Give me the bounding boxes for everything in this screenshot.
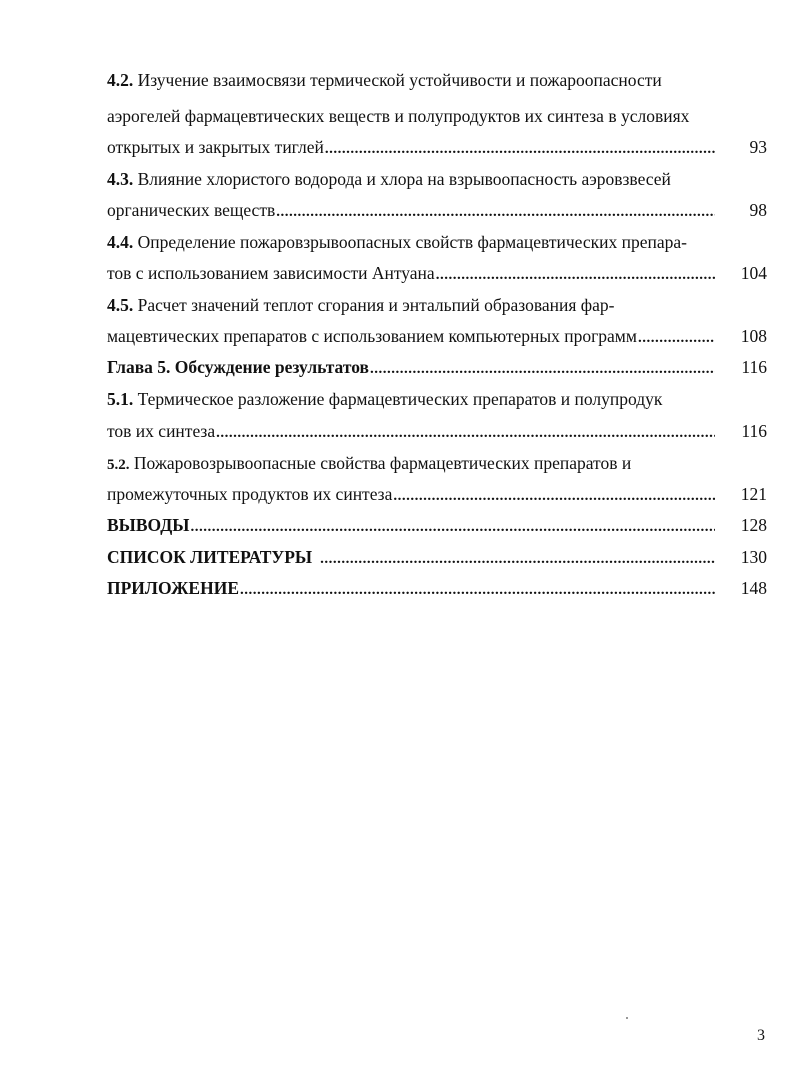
- toc-entry-text: мацевтических препаратов с использованием компьютерных программ: [107, 326, 637, 346]
- toc-section-title: ПРИЛОЖЕНИЕ: [107, 578, 240, 598]
- toc-entry-text: Термическое разложение фармацевтических препаратов и полупродук: [137, 389, 663, 409]
- toc-conclusions: [107, 511, 767, 539]
- toc-entry-number: 4.2.: [107, 70, 134, 90]
- toc-entry-text: тов их синтеза: [107, 421, 216, 441]
- toc-page-number: 128: [740, 515, 767, 535]
- toc-page-number: 148: [740, 578, 767, 598]
- toc-chapter-5: [107, 353, 767, 381]
- toc-page-number: 104: [740, 263, 767, 283]
- toc-entry-number: 4.4.: [107, 232, 134, 252]
- dot-leader: [276, 198, 715, 226]
- toc-entry-4-4-line1: [107, 228, 767, 256]
- toc-page-number: 116: [741, 421, 767, 441]
- dot-leader: [240, 576, 715, 604]
- toc-page-number: 98: [749, 200, 767, 220]
- toc-entry-5-1-line1: [107, 385, 767, 413]
- toc-entry-number: 5.2.: [107, 457, 130, 473]
- toc-entry-number: 4.5.: [107, 295, 134, 315]
- dot-leader: [320, 545, 715, 573]
- toc-entry-4-5-line2: [107, 322, 767, 350]
- toc-entry-number: 4.3.: [107, 169, 134, 189]
- dot-leader: [216, 419, 715, 447]
- toc-references: [107, 543, 767, 571]
- toc-entry-text: Расчет значений теплот сгорания и энтальпий образования фар-: [137, 295, 615, 315]
- toc-page-number: 108: [740, 326, 767, 346]
- dot-leader: [393, 482, 715, 510]
- toc-entry-4-2-line3: [107, 133, 767, 161]
- toc-entry-5-2-line1: [107, 449, 767, 477]
- dot-leader: [370, 355, 715, 383]
- toc-chapter-title: Глава 5. Обсуждение результатов: [107, 357, 369, 377]
- dot-leader: [191, 513, 716, 541]
- toc-entry-text: открытых и закрытых тиглей: [107, 137, 324, 157]
- toc-entry-text: Определение пожаровзрывоопасных свойств фармацевтических препара-: [137, 232, 687, 252]
- toc-appendix: [107, 574, 767, 602]
- page-number: 3: [757, 1027, 765, 1044]
- toc-entry-4-4-line2: [107, 259, 767, 287]
- toc-entry-text: Влияние хлористого водорода и хлора на взрывоопасность аэровзвесей: [137, 169, 671, 189]
- toc-entry-text: аэрогелей фармацевтических веществ и полупродуктов их синтеза в условиях: [107, 106, 690, 126]
- toc-entry-text: промежуточных продуктов их синтеза: [107, 484, 393, 504]
- toc-entry-text: Пожаровозрывоопасные свойства фармацевтических препаратов и: [133, 453, 632, 473]
- dot-leader: [325, 135, 715, 163]
- dot-leader: [436, 261, 715, 289]
- toc-entry-4-2-line1: [107, 66, 767, 94]
- toc-section-title: СПИСОК ЛИТЕРАТУРЫ: [107, 547, 313, 567]
- toc-section-title: ВЫВОДЫ: [107, 515, 190, 535]
- toc-entry-5-2-line2: [107, 480, 767, 508]
- toc-entry-4-3-line2: [107, 196, 767, 224]
- toc-entry-text: тов с использованием зависимости Антуана: [107, 263, 435, 283]
- toc-entry-4-2-line2: [107, 102, 767, 130]
- toc-entry-5-1-line2: [107, 417, 767, 445]
- dot-leader: [638, 324, 715, 352]
- toc-entry-4-3-line1: [107, 165, 767, 193]
- toc-page-number: 121: [740, 484, 767, 504]
- toc-entry-number: 5.1.: [107, 389, 134, 409]
- scan-speck: [626, 1017, 628, 1019]
- toc-page-number: 130: [740, 547, 767, 567]
- toc-entry-4-5-line1: [107, 291, 767, 319]
- toc-entry-text: органических веществ: [107, 200, 276, 220]
- toc-entry-text: Изучение взаимосвязи термической устойчивости и пожароопасности: [137, 70, 662, 90]
- toc-page-number: 116: [741, 357, 767, 377]
- toc-page-number: 93: [749, 137, 767, 157]
